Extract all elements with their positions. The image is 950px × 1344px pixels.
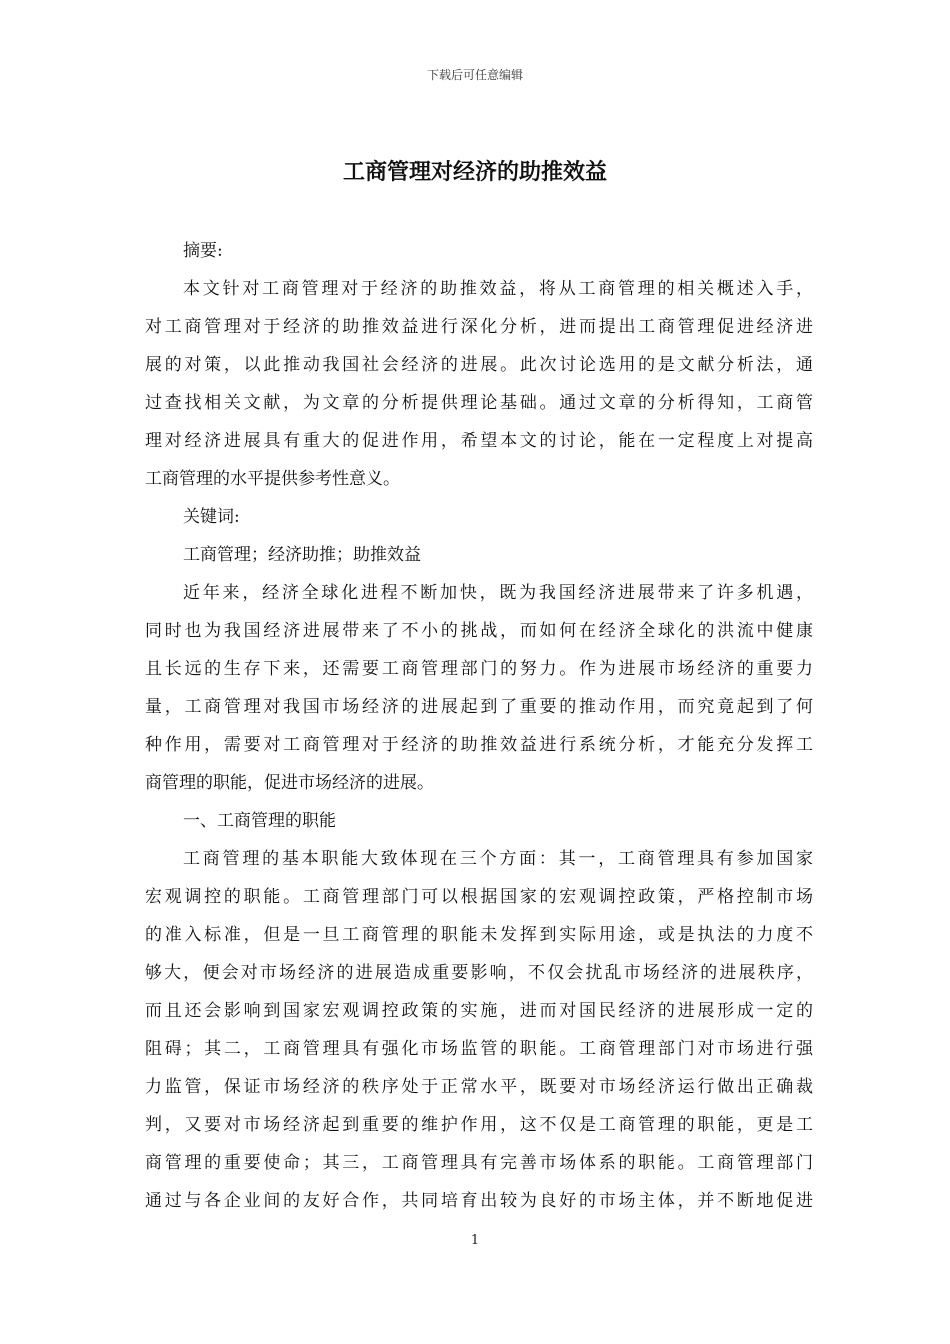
text-line: 通过与各企业间的友好合作，共同培育出较为良好的市场主体，并不断地促进	[145, 1191, 813, 1211]
text-line: 种作用，需要对工商管理对于经济的助推效益进行系统分析，才能充分发挥工	[145, 735, 813, 755]
text-line: 理对经济进展具有重大的促进作用，希望本文的讨论，能在一定程度上对提高	[145, 431, 813, 451]
page-header: 下载后可任意编辑	[426, 68, 523, 82]
text-line: 商管理的重要使命；其三，工商管理具有完善市场体系的职能。工商管理部门	[145, 1153, 813, 1173]
text-line: 力监管，保证市场经济的秩序处于正常水平，既要对市场经济运行做出正确裁	[145, 1077, 813, 1097]
text-line: 同时也为我国经济进展带来了不小的挑战，而如何在经济全球化的洪流中健康	[145, 621, 813, 641]
text-line: 近年来，经济全球化进程不断加快，既为我国经济进展带来了许多机遇，	[183, 583, 813, 603]
text-line: 关键词:	[183, 507, 240, 527]
text-line: 判，又要对市场经济起到重要的维护作用，这不仅是工商管理的职能，更是工	[145, 1115, 813, 1135]
text-line: 商管理的职能，促进市场经济的进展。	[145, 773, 434, 793]
text-line: 而且还会影响到国家宏观调控政策的实施，进而对国民经济的进展形成一定的	[145, 1001, 813, 1021]
text-line: 过查找相关文献，为文章的分析提供理论基础。通过文章的分析得知，工商管	[145, 393, 813, 413]
text-line: 摘要:	[183, 241, 223, 261]
text-line: 展的对策，以此推动我国社会经济的进展。此次讨论选用的是文献分析法，通	[145, 355, 813, 375]
text-line: 量，工商管理对我国市场经济的进展起到了重要的推动作用，而究竟起到了何	[145, 697, 813, 717]
text-line: 宏观调控的职能。工商管理部门可以根据国家的宏观调控政策，严格控制市场	[145, 887, 813, 907]
text-line: 工商管理的基本职能大致体现在三个方面：其一，工商管理具有参加国家	[183, 849, 813, 869]
text-line: 工商管理；经济助推；助推效益	[183, 545, 421, 565]
text-line: 阻碍；其二，工商管理具有强化市场监管的职能。工商管理部门对市场进行强	[145, 1039, 813, 1059]
text-line: 的准入标准，但是一旦工商管理的职能未发挥到实际用途，或是执法的力度不	[145, 925, 813, 945]
text-line: 本文针对工商管理对于经济的助推效益，将从工商管理的相关概述入手，	[183, 279, 813, 299]
text-line: 够大，便会对市场经济的进展造成重要影响，不仅会扰乱市场经济的进展秩序，	[145, 963, 813, 983]
page-number: 1	[470, 1233, 480, 1248]
document-title: 工商管理对经济的助推效益	[342, 160, 607, 185]
text-line: 一、工商管理的职能	[183, 811, 336, 831]
text-line: 工商管理的水平提供参考性意义。	[145, 469, 400, 489]
text-line: 且长远的生存下来，还需要工商管理部门的努力。作为进展市场经济的重要力	[145, 659, 813, 679]
document-body	[145, 232, 813, 1220]
text-line: 对工商管理对于经济的助推效益进行深化分析，进而提出工商管理促进经济进	[145, 317, 813, 337]
